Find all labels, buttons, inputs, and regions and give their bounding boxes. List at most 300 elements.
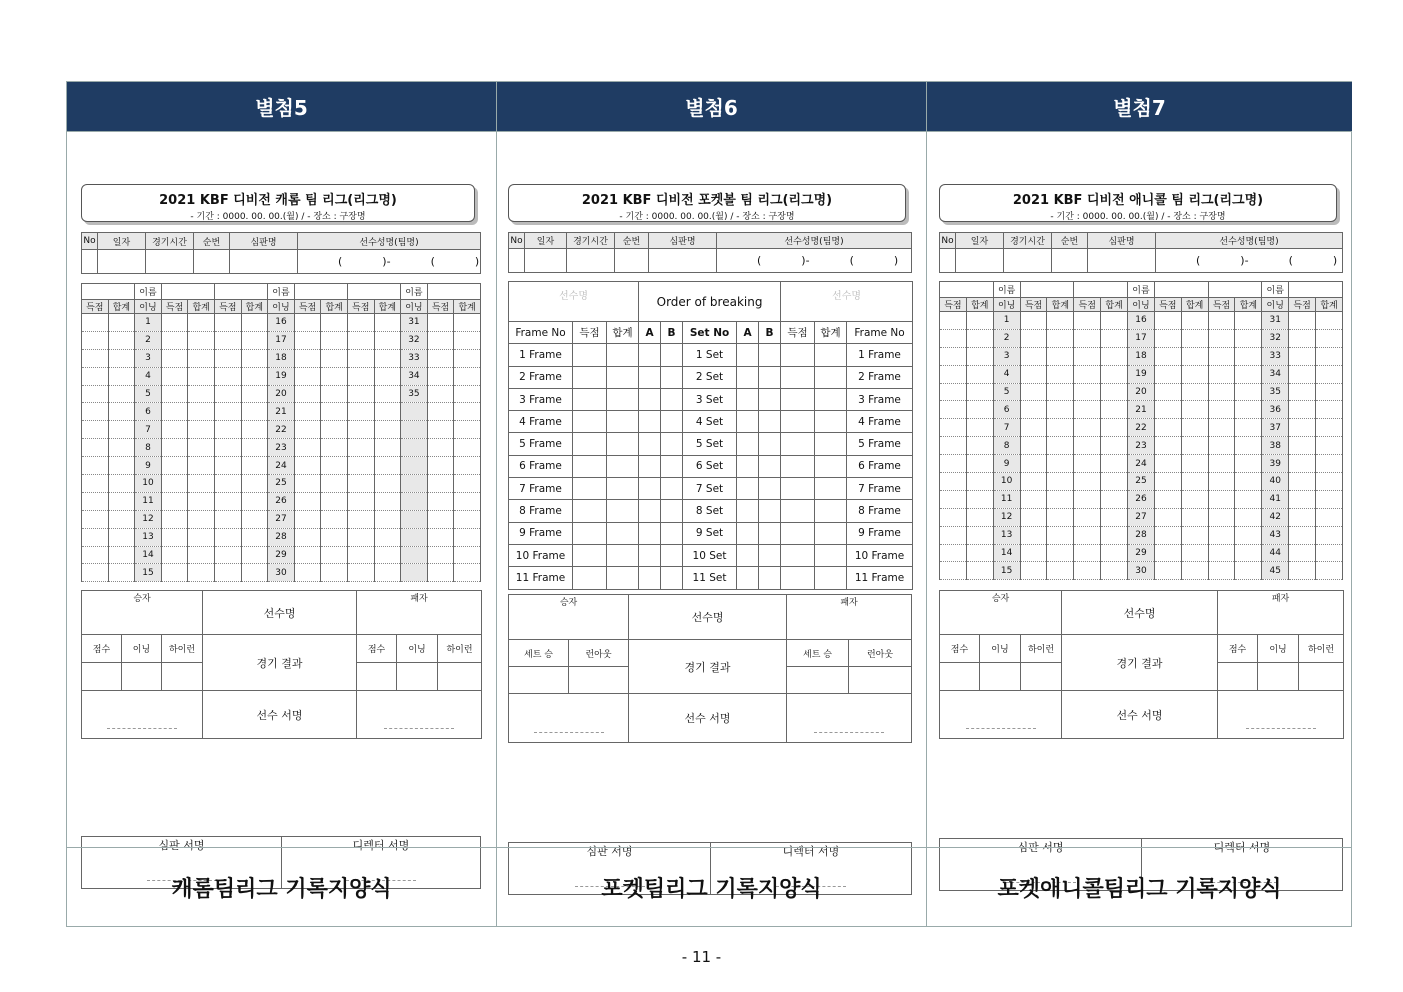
inning-number: 8 — [135, 439, 162, 457]
score-label: 득점 — [1208, 298, 1235, 312]
a-header: A — [639, 322, 661, 344]
winner-label: 승자 — [82, 591, 203, 605]
order-of-breaking: Order of breaking — [639, 282, 781, 322]
form-title-box — [939, 184, 1337, 222]
inning-number: 40 — [1262, 473, 1289, 491]
frame-label: 7 Frame — [847, 478, 913, 500]
frame-label: 1 Frame — [509, 344, 573, 366]
inning-row — [82, 314, 481, 332]
inning-number: 26 — [268, 492, 295, 510]
inning-row — [940, 544, 1343, 562]
points-label: 점수 — [357, 635, 397, 663]
inning-number: 15 — [993, 562, 1020, 580]
set-label: 8 Set — [683, 500, 737, 522]
inning-row — [940, 365, 1343, 383]
frame-row — [509, 411, 913, 433]
inning-number: 35 — [1262, 383, 1289, 401]
no-header: No — [82, 233, 98, 250]
total-header: 합계 — [607, 322, 639, 344]
score-label: 득점 — [1074, 298, 1101, 312]
set-win-label: 세트 승 — [509, 640, 569, 667]
inning-row — [940, 473, 1343, 491]
inning-number: 16 — [268, 314, 295, 332]
name-label: 이름 — [993, 282, 1020, 298]
inning-row — [82, 492, 481, 510]
form-title: 2021 KBF 디비전 캐롬 팀 리그(리그명) — [159, 193, 397, 208]
score-label: 득점 — [294, 300, 321, 314]
inning-label: 이닝 — [1128, 298, 1155, 312]
points-label: 점수 — [82, 635, 122, 663]
inning-number: 14 — [993, 544, 1020, 562]
column-attachment-5 — [67, 82, 497, 926]
frame-row — [509, 366, 913, 388]
inning-score-table — [81, 283, 481, 582]
frame-label: 9 Frame — [509, 522, 573, 544]
inning-number: 9 — [993, 455, 1020, 473]
inning-number: 30 — [1128, 562, 1155, 580]
inning-number: 8 — [993, 437, 1020, 455]
inning-number: 18 — [1128, 347, 1155, 365]
frame-label: 9 Frame — [847, 522, 913, 544]
player-sign-label: 선수 서명 — [1062, 691, 1218, 739]
total-label: 합계 — [1047, 298, 1074, 312]
player-name-label: 선수명 — [203, 591, 357, 635]
inning-row — [940, 312, 1343, 330]
inning-number: 6 — [993, 401, 1020, 419]
set-label: 6 Set — [683, 455, 737, 477]
director-sign-cell: 디렉터 서명 — [1142, 839, 1343, 891]
inning-number: 14 — [135, 546, 162, 564]
time-header: 경기시간 — [146, 233, 194, 250]
inning-row — [940, 401, 1343, 419]
winner-label: 승자 — [940, 591, 1062, 605]
score-label: 득점 — [1020, 298, 1047, 312]
frame-label: 1 Frame — [847, 344, 913, 366]
inning-number: 10 — [993, 473, 1020, 491]
total-label: 합계 — [1235, 298, 1262, 312]
inning-label: 이닝 — [397, 635, 438, 663]
inning-number: 5 — [993, 383, 1020, 401]
inning-row — [940, 419, 1343, 437]
inning-number: 24 — [268, 457, 295, 475]
inning-row — [82, 457, 481, 475]
no-header: No — [940, 233, 956, 249]
inning-number: 2 — [993, 329, 1020, 347]
high-run-label: 하이런 — [438, 635, 482, 663]
set-no-header: Set No — [683, 322, 737, 344]
date-header: 일자 — [525, 233, 567, 249]
inning-number: 7 — [993, 419, 1020, 437]
frame-no-header: Frame No — [509, 322, 573, 344]
inning-number: 36 — [1262, 401, 1289, 419]
high-run-label: 하이런 — [162, 635, 203, 663]
inning-row — [82, 510, 481, 528]
page-number: - 11 - — [681, 948, 722, 966]
column-footer: 캐롬팀리그 기록지양식 — [67, 847, 496, 926]
inning-number: 18 — [268, 349, 295, 367]
set-label: 7 Set — [683, 478, 737, 500]
referee-sign-cell: 심판 서명 — [509, 843, 711, 895]
frame-row — [509, 500, 913, 522]
inning-row — [82, 528, 481, 546]
set-label: 11 Set — [683, 567, 737, 589]
match-info-table — [508, 232, 912, 273]
inning-number: 21 — [268, 403, 295, 421]
inning-label: 이닝 — [1258, 635, 1299, 663]
inning-number: 29 — [1128, 544, 1155, 562]
inning-number: 6 — [135, 403, 162, 421]
points-label: 점수 — [1218, 635, 1258, 663]
set-win-label: 세트 승 — [787, 640, 849, 667]
player-sign-label: 선수 서명 — [203, 691, 357, 739]
set-label: 4 Set — [683, 411, 737, 433]
points-label: 점수 — [940, 635, 980, 663]
inning-number — [401, 528, 428, 546]
set-label: 3 Set — [683, 388, 737, 410]
referee-sign-cell: 심판 서명 — [82, 837, 282, 889]
carom-record-form — [81, 184, 483, 852]
inning-row — [82, 475, 481, 493]
match-result-label: 경기 결과 — [1062, 635, 1218, 691]
player-name-label: 선수명 — [1062, 591, 1218, 635]
loser-label: 패자 — [357, 591, 482, 605]
inning-row — [940, 490, 1343, 508]
total-label: 합계 — [1101, 298, 1128, 312]
inning-number: 27 — [1128, 508, 1155, 526]
order-header: 순번 — [1052, 233, 1088, 249]
player-team-header: 선수성명(팀명) — [298, 233, 481, 250]
inning-number: 26 — [1128, 490, 1155, 508]
column-header: 별첨7 — [927, 82, 1352, 132]
match-result-label: 경기 결과 — [629, 640, 787, 694]
inning-number: 5 — [135, 385, 162, 403]
time-header: 경기시간 — [1004, 233, 1052, 249]
score-label: 득점 — [161, 300, 188, 314]
inning-number: 42 — [1262, 508, 1289, 526]
inning-row — [940, 562, 1343, 580]
frame-label: 11 Frame — [847, 567, 913, 589]
inning-number: 11 — [135, 492, 162, 510]
player-team-header: 선수성명(팀명) — [1156, 233, 1343, 249]
form-title: 2021 KBF 디비전 포켓볼 팀 리그(리그명) — [581, 193, 833, 208]
inning-number: 34 — [401, 367, 428, 385]
no-header: No — [509, 233, 525, 249]
order-header: 순번 — [615, 233, 649, 249]
score-label: 득점 — [82, 300, 109, 314]
match-result-label: 경기 결과 — [203, 635, 357, 691]
high-run-label: 하이런 — [1299, 635, 1344, 663]
inning-row — [940, 383, 1343, 401]
inning-number: 31 — [1262, 312, 1289, 330]
player-team-cell: ( )- ( ) — [298, 250, 481, 274]
inning-number: 33 — [1262, 347, 1289, 365]
inning-number: 33 — [401, 349, 428, 367]
inning-label: 이닝 — [268, 300, 295, 314]
inning-number: 23 — [268, 439, 295, 457]
inning-number — [401, 546, 428, 564]
score-header: 득점 — [573, 322, 607, 344]
inning-row — [940, 455, 1343, 473]
frame-row — [509, 567, 913, 589]
inning-number: 12 — [135, 510, 162, 528]
frame-row — [509, 344, 913, 366]
column-header: 별첨5 — [67, 82, 496, 132]
name-label: 이름 — [1128, 282, 1155, 298]
director-sign-cell: 디렉터 서명 — [282, 837, 481, 889]
inning-number: 38 — [1262, 437, 1289, 455]
inning-number: 20 — [1128, 383, 1155, 401]
inning-label: 이닝 — [1262, 298, 1289, 312]
inning-number: 9 — [135, 457, 162, 475]
attachment-frame — [66, 81, 1352, 927]
pocket-record-form — [508, 184, 914, 858]
frame-label: 2 Frame — [847, 366, 913, 388]
referee-header: 심판명 — [649, 233, 717, 249]
frame-label: 11 Frame — [509, 567, 573, 589]
score-header: 득점 — [781, 322, 815, 344]
inning-number: 7 — [135, 421, 162, 439]
inning-number: 12 — [993, 508, 1020, 526]
inning-number: 3 — [135, 349, 162, 367]
inning-label: 이닝 — [993, 298, 1020, 312]
column-footer: 포켓팀리그 기록지양식 — [497, 847, 926, 926]
inning-number: 21 — [1128, 401, 1155, 419]
frame-label: 5 Frame — [847, 433, 913, 455]
total-label: 합계 — [966, 298, 993, 312]
inning-number: 17 — [268, 331, 295, 349]
frame-table — [508, 281, 913, 590]
column-footer: 포켓애니콜팀리그 기록지양식 — [927, 847, 1352, 926]
name-label: 이름 — [135, 284, 162, 300]
set-label: 10 Set — [683, 544, 737, 566]
inning-number: 22 — [1128, 419, 1155, 437]
total-label: 합계 — [1181, 298, 1208, 312]
name-label: 이름 — [268, 284, 295, 300]
frame-row — [509, 478, 913, 500]
inning-number: 25 — [1128, 473, 1155, 491]
frame-row — [509, 544, 913, 566]
inning-number: 20 — [268, 385, 295, 403]
set-label: 5 Set — [683, 433, 737, 455]
form-subtitle: - 기간 : 0000. 00. 00.(월) / - 장소 : 구장명 — [1050, 212, 1226, 222]
inning-number: 31 — [401, 314, 428, 332]
inning-number: 19 — [268, 367, 295, 385]
player-sign-label: 선수 서명 — [629, 694, 787, 743]
inning-row — [940, 508, 1343, 526]
form-title: 2021 KBF 디비전 애니콜 팀 리그(리그명) — [1012, 193, 1264, 208]
inning-number: 16 — [1128, 312, 1155, 330]
inning-number — [401, 475, 428, 493]
inning-label: 이닝 — [135, 300, 162, 314]
total-label: 합계 — [108, 300, 135, 314]
frame-label: 3 Frame — [509, 388, 573, 410]
result-table — [508, 594, 912, 743]
form-title-box — [81, 184, 475, 222]
inning-row — [82, 546, 481, 564]
inning-number: 32 — [1262, 329, 1289, 347]
runout-label: 런아웃 — [569, 640, 629, 667]
inning-row — [940, 437, 1343, 455]
inning-score-table — [939, 281, 1343, 580]
inning-label: 이닝 — [122, 635, 162, 663]
match-info-table — [939, 232, 1343, 273]
inning-number: 41 — [1262, 490, 1289, 508]
inning-number: 34 — [1262, 365, 1289, 383]
frame-label: 4 Frame — [509, 411, 573, 433]
form-subtitle: - 기간 : 0000. 00. 00.(월) / - 장소 : 구장명 — [190, 212, 366, 222]
inning-number: 15 — [135, 564, 162, 582]
name-label: 이름 — [1262, 282, 1289, 298]
inning-number — [401, 457, 428, 475]
inning-row — [82, 331, 481, 349]
result-table — [81, 590, 482, 739]
frame-row — [509, 433, 913, 455]
inning-label: 이닝 — [401, 300, 428, 314]
inning-row — [82, 403, 481, 421]
time-header: 경기시간 — [567, 233, 615, 249]
date-header: 일자 — [956, 233, 1004, 249]
anycall-record-form — [939, 184, 1345, 854]
inning-row — [82, 564, 481, 582]
total-label: 합계 — [188, 300, 215, 314]
total-label: 합계 — [374, 300, 401, 314]
inning-number — [401, 564, 428, 582]
inning-number: 24 — [1128, 455, 1155, 473]
frame-label: 7 Frame — [509, 478, 573, 500]
result-table — [939, 590, 1344, 739]
inning-number: 45 — [1262, 562, 1289, 580]
total-label: 합계 — [1316, 298, 1343, 312]
name-label: 이름 — [401, 284, 428, 300]
loser-label: 패자 — [787, 595, 912, 609]
frame-label: 6 Frame — [847, 455, 913, 477]
loser-label: 패자 — [1218, 591, 1344, 605]
player-team-cell: ( )- ( ) — [1156, 249, 1343, 273]
frame-label: 5 Frame — [509, 433, 573, 455]
inning-row — [940, 347, 1343, 365]
score-label: 득점 — [427, 300, 454, 314]
inning-number: 39 — [1262, 455, 1289, 473]
inning-number: 17 — [1128, 329, 1155, 347]
frame-label: 8 Frame — [509, 500, 573, 522]
inning-number: 37 — [1262, 419, 1289, 437]
inning-number: 13 — [993, 526, 1020, 544]
player-team-cell: ( )- ( ) — [717, 249, 912, 273]
inning-number: 30 — [268, 564, 295, 582]
frame-label: 10 Frame — [847, 544, 913, 566]
inning-number: 1 — [135, 314, 162, 332]
inning-row — [82, 421, 481, 439]
inning-label: 이닝 — [980, 635, 1021, 663]
set-label: 1 Set — [683, 344, 737, 366]
inning-number: 35 — [401, 385, 428, 403]
inning-number: 1 — [993, 312, 1020, 330]
runout-label: 런아웃 — [849, 640, 912, 667]
score-label: 득점 — [347, 300, 374, 314]
column-attachment-7 — [927, 82, 1352, 926]
player-name-faded: 선수명 — [509, 282, 639, 322]
inning-number — [401, 492, 428, 510]
column-header: 별첨6 — [497, 82, 926, 132]
inning-row — [82, 385, 481, 403]
form-subtitle: - 기간 : 0000. 00. 00.(월) / - 장소 : 구장명 — [619, 212, 795, 222]
date-header: 일자 — [98, 233, 146, 250]
inning-number: 32 — [401, 331, 428, 349]
set-label: 2 Set — [683, 366, 737, 388]
inning-row — [82, 439, 481, 457]
inning-number — [401, 439, 428, 457]
total-label: 합계 — [321, 300, 348, 314]
score-label: 득점 — [214, 300, 241, 314]
inning-row — [82, 367, 481, 385]
inning-number: 13 — [135, 528, 162, 546]
inning-row — [82, 349, 481, 367]
frame-label: 6 Frame — [509, 455, 573, 477]
inning-number: 29 — [268, 546, 295, 564]
inning-row — [940, 329, 1343, 347]
match-info-table — [81, 232, 481, 274]
inning-number: 27 — [268, 510, 295, 528]
high-run-label: 하이런 — [1021, 635, 1062, 663]
inning-number: 3 — [993, 347, 1020, 365]
frame-label: 2 Frame — [509, 366, 573, 388]
inning-number: 4 — [135, 367, 162, 385]
inning-number: 11 — [993, 490, 1020, 508]
player-name-label: 선수명 — [629, 595, 787, 640]
total-header: 합계 — [815, 322, 847, 344]
inning-number: 28 — [268, 528, 295, 546]
director-sign-cell: 디렉터 서명 — [711, 843, 912, 895]
score-label: 득점 — [1289, 298, 1316, 312]
inning-number: 28 — [1128, 526, 1155, 544]
inning-number: 19 — [1128, 365, 1155, 383]
b-header: B — [661, 322, 683, 344]
column-attachment-6 — [497, 82, 927, 926]
referee-sign-cell: 심판 서명 — [940, 839, 1142, 891]
referee-header: 심판명 — [230, 233, 298, 250]
winner-label: 승자 — [509, 595, 629, 609]
order-header: 순번 — [194, 233, 230, 250]
inning-number: 22 — [268, 421, 295, 439]
inning-row — [940, 526, 1343, 544]
frame-label: 3 Frame — [847, 388, 913, 410]
inning-number: 25 — [268, 475, 295, 493]
frame-row — [509, 455, 913, 477]
frame-label: 10 Frame — [509, 544, 573, 566]
inning-number — [401, 403, 428, 421]
inning-number — [401, 510, 428, 528]
referee-header: 심판명 — [1088, 233, 1156, 249]
player-team-header: 선수성명(팀명) — [717, 233, 912, 249]
inning-number — [401, 421, 428, 439]
total-label: 합계 — [241, 300, 268, 314]
inning-number: 23 — [1128, 437, 1155, 455]
frame-label: 8 Frame — [847, 500, 913, 522]
inning-number: 4 — [993, 365, 1020, 383]
frame-row — [509, 388, 913, 410]
a-header: A — [737, 322, 759, 344]
player-name-faded: 선수명 — [781, 282, 913, 322]
frame-no-header: Frame No — [847, 322, 913, 344]
inning-number: 44 — [1262, 544, 1289, 562]
inning-number: 10 — [135, 475, 162, 493]
form-title-box — [508, 184, 906, 222]
set-label: 9 Set — [683, 522, 737, 544]
b-header: B — [759, 322, 781, 344]
frame-label: 4 Frame — [847, 411, 913, 433]
inning-number: 43 — [1262, 526, 1289, 544]
score-label: 득점 — [1154, 298, 1181, 312]
